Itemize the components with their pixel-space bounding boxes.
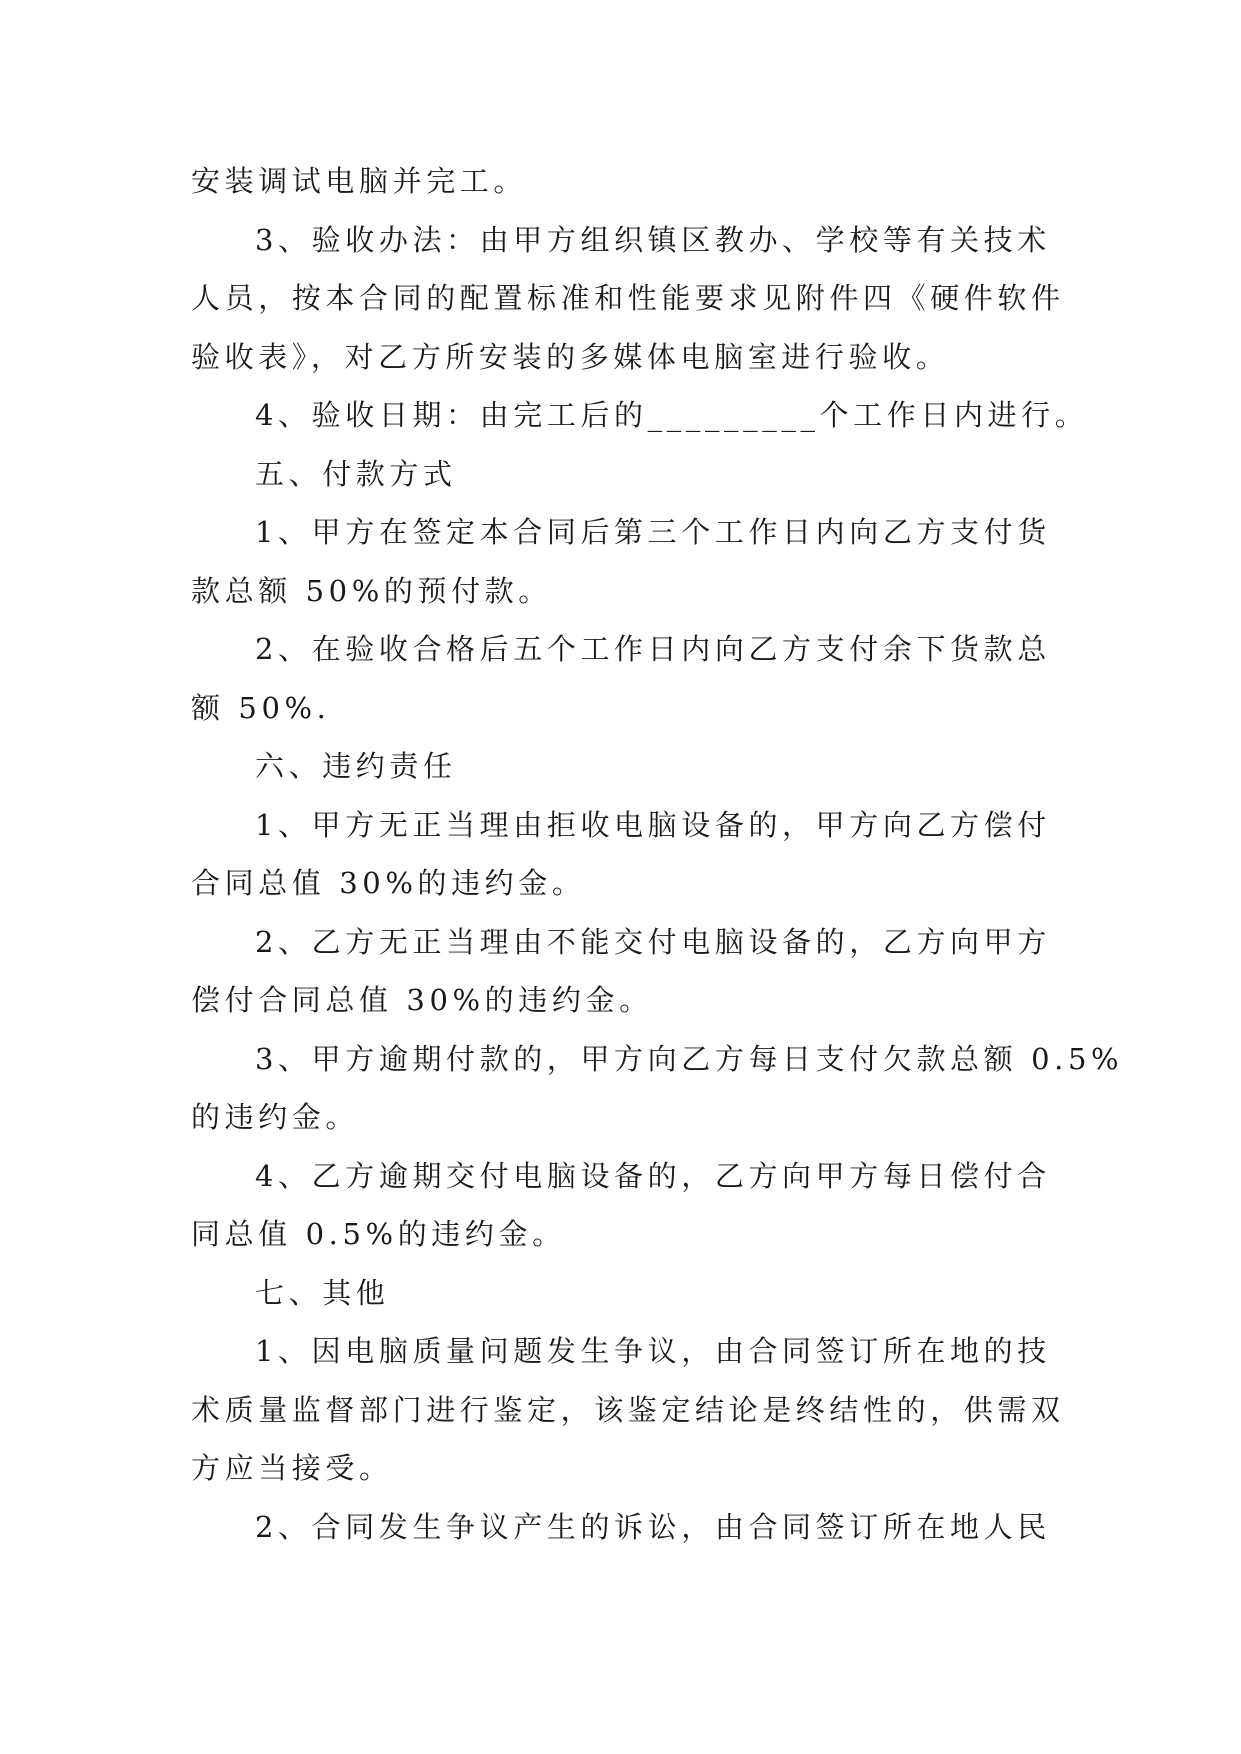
- text-line: 2、在验收合格后五个工作日内向乙方支付余下货款总: [255, 632, 1051, 666]
- text-line: 的违约金。: [191, 1100, 360, 1134]
- text-line: 2、合同发生争议产生的诉讼，由合同签订所在地人民: [255, 1509, 1051, 1544]
- text-line: 3、验收办法：由甲方组织镇区教办、学校等有关技术: [255, 222, 1051, 257]
- section-heading: 五、付款方式: [255, 456, 457, 491]
- text-line: 1、因电脑质量问题发生争议，由合同签订所在地的技: [255, 1334, 1051, 1368]
- text-line: 2、乙方无正当理由不能交付电脑设备的，乙方向甲方: [255, 924, 1051, 959]
- text-line: 偿付合同总值 30%的违约金。: [191, 983, 653, 1017]
- text-line: 方应当接受。: [191, 1451, 393, 1485]
- text-line: 人员，按本合同的配置标准和性能要求见附件四《硬件软件: [191, 281, 1065, 315]
- text-line: 验收表》，对乙方所安装的多媒体电脑室进行验收。: [191, 339, 950, 374]
- text-line: 同总值 0.5%的违约金。: [191, 1217, 566, 1251]
- text-line: 额 50%.: [191, 690, 331, 725]
- text-line: 1、甲方在签定本合同后第三个工作日内向乙方支付货: [255, 515, 1051, 549]
- section-heading: 六、违约责任: [255, 749, 457, 783]
- section-heading: 七、其他: [255, 1275, 390, 1310]
- text-line: 术质量监督部门进行鉴定，该鉴定结论是终结性的，供需双: [191, 1392, 1065, 1427]
- text-line: 合同总值 30%的违约金。: [191, 866, 586, 900]
- text-line: 安装调试电脑并完工。: [191, 164, 528, 198]
- text-line: 3、甲方逾期付款的，甲方向乙方每日支付欠款总额 0.5%: [255, 1041, 1124, 1076]
- text-line: 4、验收日期：由完工后的_________个工作日内进行。: [255, 398, 1089, 432]
- text-line: 1、甲方无正当理由拒收电脑设备的，甲方向乙方偿付: [255, 807, 1051, 842]
- document-body: [191, 152, 1124, 1556]
- text-line: 款总额 50%的预付款。: [191, 573, 552, 608]
- text-line: 4、乙方逾期交付电脑设备的，乙方向甲方每日偿付合: [255, 1158, 1051, 1193]
